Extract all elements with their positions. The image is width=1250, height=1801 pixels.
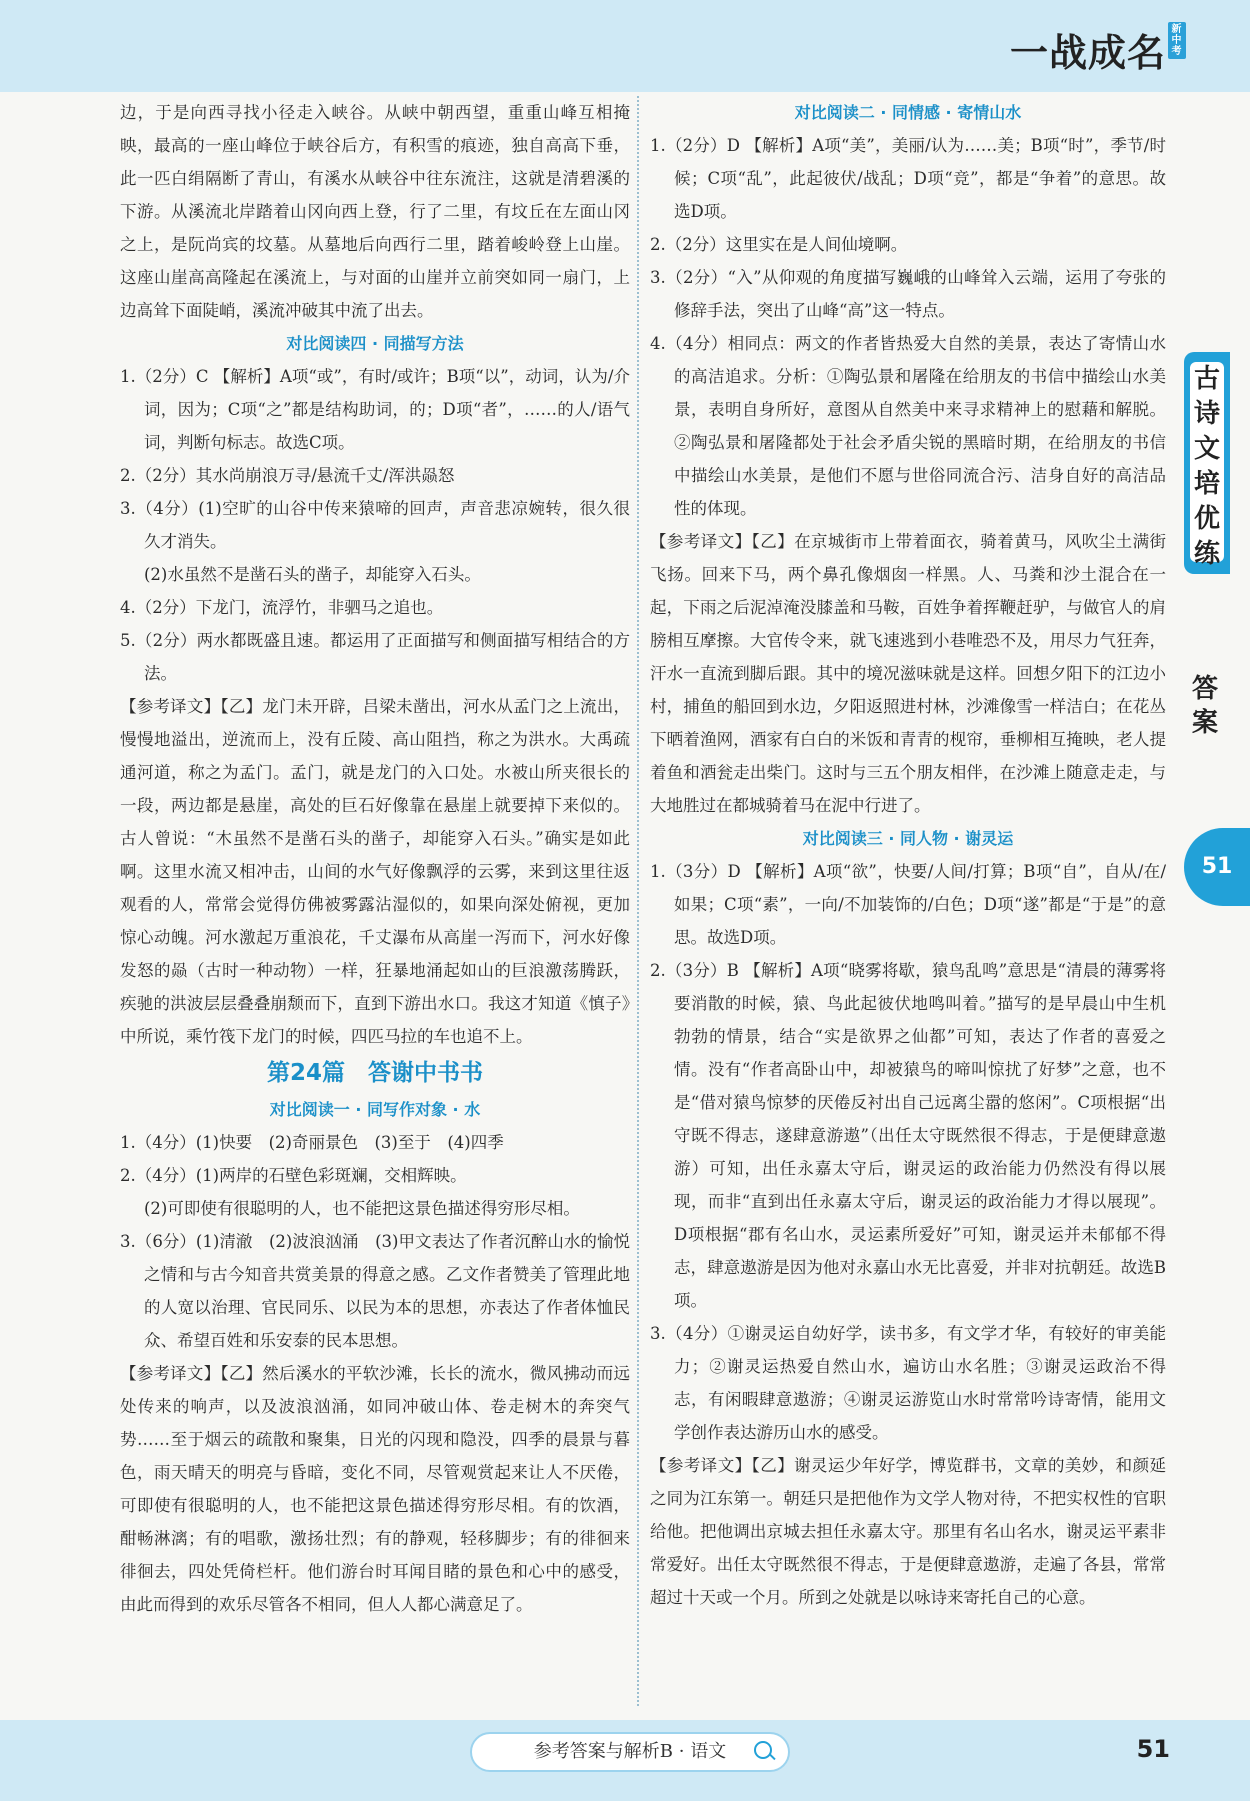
- reference-translation: 【参考译文】【乙】谢灵运少年好学，博览群书，文章的美妙，和颜延之同为江东第一。朝廷只是把他作为文学人物对待，不把实权性的官职给他。把他调出京城去担任永嘉太守。那里有名山名水，谢灵运平素非常爱好。出任太守既然很不得志，于是便肆意遨游，走遍了各县，常常超过十天或一个月。所到之处就是以咏诗来寄托自己的心意。: [650, 1456, 1166, 1607]
- brand-tag: 新中考: [1168, 22, 1186, 59]
- answer-item: 3.（2分）“入”从仰观的角度描写巍峨的山峰耸入云端，运用了夸张的修辞手法，突出了山峰“高”这一特点。: [650, 268, 1166, 320]
- intro-paragraph: 边，于是向西寻找小径走入峡谷。从峡中朝西望，重重山峰互相掩映，最高的一座山峰位于峡谷后方，有积雪的痕迹，独自高高下垂，此一匹白绢隔断了青山，有溪水从峡谷中往东流注，这就是清碧溪的下游。从溪流北岸踏着山冈向西上登，行了二里，有坟丘在左面山冈之上，是阮尚宾的坟墓。从墓地后向西行二里，踏着峻岭登上山崖。这座山崖高高隆起在溪流上，与对面的山崖并立前突如同一扇门，上边高耸下面陡峭，溪流冲破其中流了出去。: [120, 103, 630, 320]
- search-icon: [754, 1741, 772, 1759]
- answer-item: 1.（2分）C 【解析】A项“或”，有时/或许；B项“以”，动词，认为/介词，因为；C项“之”都是结构助词，的；D项“者”，……的人/语气词，判断句标志。故选C项。: [120, 367, 630, 452]
- section-title-3: 对比阅读三 · 同人物 · 谢灵运: [802, 829, 1014, 848]
- section-title-2: 对比阅读二 · 同情感 · 寄情山水: [794, 103, 1022, 122]
- side-tab-label: 古诗文培优练: [1190, 362, 1224, 562]
- answer-item: 3.（4分）(1)空旷的山谷中传来猿啼的回声，声音悲凉婉转，很久很久才消失。: [120, 499, 630, 551]
- answer-item: 1.（4分）(1)快要 (2)奇丽景色 (3)至于 (4)四季: [120, 1133, 504, 1152]
- side-page-number: 51: [1184, 828, 1250, 906]
- answer-item: 3.（6分）(1)清澈 (2)波浪汹涌 (3)甲文表达了作者沉醉山水的愉悦之情和与古今知音共赏美景的得意之感。乙文作者赞美了管理此地的人宽以治理、官民同乐、以民为本的思想，亦表达了作者体恤民众、希望百姓和乐安泰的民本思想。: [120, 1232, 630, 1350]
- answer-item: 4.（4分）相同点：两文的作者皆热爱大自然的美景，表达了寄情山水的高洁追求。分析：①陶弘景和屠隆在给朋友的书信中描绘山水美景，表明自身所好，意图从自然美中来寻求精神上的慰藉和解脱。②陶弘景和屠隆都处于社会矛盾尖锐的黑暗时期，在给朋友的书信中描绘山水美景，是他们不愿与世俗同流合污、洁身自好的高洁品性的体现。: [650, 334, 1166, 518]
- right-column: [650, 96, 1166, 1614]
- footer-title-pill: [470, 1732, 790, 1772]
- answer-item: 3.（4分）①谢灵运自幼好学，读书多，有文学才华，有较好的审美能力；②谢灵运热爱自然山水，遍访山水名胜；③谢灵运政治不得志，有闲暇肆意遨游；④谢灵运游览山水时常常吟诗寄情，能用文学创作表达游历山水的感受。: [650, 1324, 1166, 1442]
- reference-translation: 【参考译文】【乙】龙门未开辟，吕梁未凿出，河水从孟门之上流出，慢慢地溢出，逆流而上，没有丘陵、高山阻挡，称之为洪水。大禹疏通河道，称之为孟门。孟门，就是龙门的入口处。水被山所夹很长的一段，两边都是悬崖，高处的巨石好像靠在悬崖上就要掉下来似的。古人曾说：“木虽然不是凿石头的凿子，却能穿入石头。”确实是如此啊。这里水流又相冲击，山间的水气好像飘浮的云雾，来到这里往返观看的人，常常会觉得仿佛被雾露沾湿似的，如果向深处俯视，更加惊心动魄。河水激起万重浪花，千丈瀑布从高崖一泻而下，河水好像发怒的赑（古时一种动物）一样，狂暴地涌起如山的巨浪激荡腾跃，疾驰的洪波层层叠叠崩颓而下，直到下游出水口。我这才知道《慎子》中所说，乘竹筏下龙门的时候，四匹马拉的车也追不上。: [120, 697, 630, 1046]
- page-number: 51: [1136, 1735, 1170, 1763]
- article-title: 第24篇 答谢中书书: [266, 1060, 483, 1086]
- reference-translation: 【参考译文】【乙】在京城街市上带着面衣，骑着黄马，风吹尘土满街飞扬。回来下马，两个鼻孔像烟囱一样黑。人、马粪和沙土混合在一起，下雨之后泥淖淹没膝盖和马鞍，百姓争着挥鞭赶驴，与做官人的肩膀相互摩擦。大官传令来，就飞速逃到小巷唯恐不及，用尽力气狂奔，汗水一直流到脚后跟。其中的境况滋味就是这样。回想夕阳下的江边小村，捕鱼的船回到水边，夕阳返照进村林，沙滩像雪一样洁白；在花丛下晒着渔网，酒家有白白的米饭和青青的枧帘，垂柳相互掩映，老人提着鱼和酒瓮走出柴门。这时与三五个朋友相伴，在沙滩上随意走走，与大地胜过在都城骑着马在泥中行进了。: [650, 532, 1166, 815]
- answer-item: 1.（3分）D 【解析】A项“欲”，快要/人间/打算；B项“自”，自从/在/如果；C项“素”，一向/不加装饰的/白色；D项“遂”都是“于是”的意思。故选D项。: [650, 862, 1166, 947]
- answer-item: 5.（2分）两水都既盛且速。都运用了正面描写和侧面描写相结合的方法。: [120, 631, 630, 683]
- page-body: [112, 96, 1176, 1706]
- answer-label: 答案: [1191, 674, 1218, 738]
- answer-item: 2.（3分）B 【解析】A项“晓雾将歇，猿鸟乱鸣”意思是“清晨的薄雾将要消散的时候，猿、鸟此起彼伏地鸣叫着。”描写的是早晨山中生机勃勃的情景，结合“实是欲界之仙都”可知，表达了作者的喜爱之情。没有“作者高卧山中，却被猿鸟的啼叫惊扰了好梦”之意，也不是“借对猿鸟惊梦的厌倦反衬出自己远离尘嚣的悠闲”。C项根据“出守既不得志，遂肆意游遨”（出任太守既然很不得志，于是便肆意遨游）可知，出任永嘉太守后，谢灵运的政治能力仍然没有得以展现，而非“直到出任永嘉太守后，谢灵运的政治能力才得以展现”。D项根据“郡有名山水，灵运素所爱好”可知，谢灵运并未郁郁不得志，肆意遨游是因为他对永嘉山水无比喜爱，并非对抗朝廷。故选B项。: [650, 961, 1166, 1310]
- section-title-4: 对比阅读四 · 同描写方法: [286, 334, 464, 353]
- answer-item: 2.（2分）其水尚崩浪万寻/悬流千丈/浑洪赑怒: [120, 466, 455, 485]
- reference-translation: 【参考译文】【乙】然后溪水的平软沙滩，长长的流水，微风拂动而远处传来的响声，以及波浪汹涌，如同冲破山体、卷走树木的奔突气势……至于烟云的疏散和聚集，日光的闪现和隐没，四季的晨景与暮色，雨天晴天的明亮与昏暗，变化不同，尽管观赏起来让人不厌倦，可即使有很聪明的人，也不能把这景色描述得穷形尽相。有的饮酒，酣畅淋漓；有的唱歌，激扬壮烈；有的静观，轻移脚步；有的徘徊来徘徊去，四处凭倚栏杆。他们游台时耳闻目睹的景色和心中的感受，由此而得到的欢乐尽管各不相同，但人人都心满意足了。: [120, 1364, 630, 1614]
- answer-item: 2.（2分）这里实在是人间仙境啊。: [650, 235, 908, 254]
- answer-subitem: (2)水虽然不是凿石头的凿子，却能穿入石头。: [144, 565, 481, 584]
- brand-logo: 一战成名新中考: [1010, 22, 1186, 77]
- answer-item: 2.（4分）(1)两岸的石壁色彩斑斓，交相辉映。: [120, 1166, 467, 1185]
- answer-subitem: (2)可即使有很聪明的人，也不能把这景色描述得穷形尽相。: [144, 1199, 580, 1218]
- answer-item: 4.（2分）下龙门，流浮竹，非驷马之追也。: [120, 598, 444, 617]
- answer-item: 1.（2分）D 【解析】A项“美”，美丽/认为……美；B项“时”，季节/时候；C项“乱”，此起彼伏/战乱；D项“竞”，都是“争着”的意思。故选D项。: [650, 136, 1166, 221]
- section-title-1: 对比阅读一 · 同写作对象 · 水: [269, 1100, 481, 1119]
- left-column: [120, 96, 630, 1621]
- footer-title: 参考答案与解析B · 语文: [533, 1741, 727, 1762]
- side-tab: [1184, 352, 1230, 574]
- column-divider: [637, 96, 639, 1706]
